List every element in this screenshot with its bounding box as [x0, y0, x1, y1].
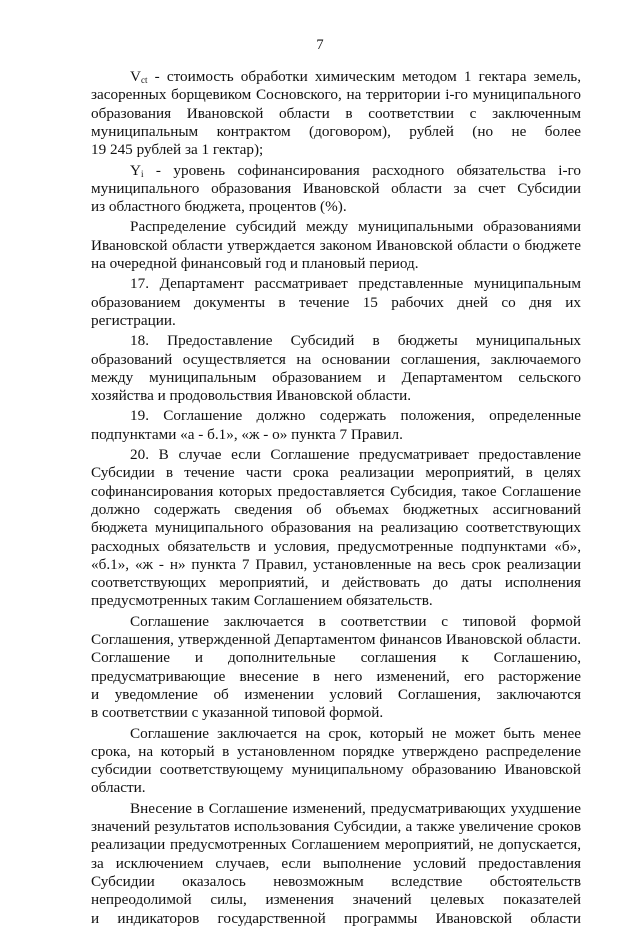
- text-line: подпунктами «а - б.1», «ж - о» пункта 7 Правил.: [91, 425, 403, 443]
- text-line: муниципальным контрактом (договором), рублей (но не более: [91, 122, 581, 140]
- text-line: 20. В случае если Соглашение предусматривает предоставление: [130, 446, 581, 463]
- line-text: V: [130, 68, 141, 85]
- text-line: на очередной финансовый год и плановый период.: [91, 255, 419, 272]
- text-line: за исключением случаев, если выполнение условий предоставления: [91, 854, 581, 872]
- text-line: области.: [91, 779, 146, 797]
- subscript: ct: [140, 75, 148, 85]
- subscript: i: [140, 168, 144, 179]
- text-line: расходных обязательств и условия, предусмотренные подпунктами «б»,: [91, 537, 581, 555]
- text-line: непреодолимой силы, изменения значений целевых показателей: [91, 891, 581, 909]
- text-line: [130, 161, 581, 181]
- text-line: Распределение субсидий между муниципальными образованиями: [130, 218, 581, 236]
- line-text: - стоимость обработки химическим методом 1 гектара земель,: [147, 68, 581, 85]
- text-line: и уведомление об изменении условий Соглашения, заключаются: [91, 685, 581, 703]
- text-line: должно содержать сведения об объемах бюджетных ассигнований: [91, 500, 581, 518]
- text-line: 18. Предоставление Субсидий в бюджеты муниципальных: [130, 332, 581, 350]
- text-line: бюджета муниципального образования на реализацию соответствующих: [91, 519, 581, 537]
- text-line: Соглашение заключается в соответствии с типовой формой: [130, 612, 581, 630]
- text-line: 19. Соглашение должно содержать положения, определенные: [130, 407, 581, 425]
- text-line: образований осуществляется на основании соглашения, заключаемого: [91, 350, 581, 368]
- text-line: и индикаторов государственной программы Ивановской области: [91, 909, 581, 927]
- page-number: 7: [316, 37, 324, 53]
- text-line: Ивановской области утверждается законом Ивановской области о бюджете: [91, 236, 581, 254]
- text-line: софинансирования которых предоставляется Субсидия, такое Соглашение: [91, 482, 581, 500]
- text-line: Соглашение заключается на срок, который не может быть менее: [130, 724, 581, 742]
- text-line: из областного бюджета, процентов (%).: [91, 198, 347, 216]
- text-line: Внесение в Соглашение изменений, предусматривающих ухудшение: [130, 799, 581, 817]
- text-line: засоренных борщевиком Сосновского, на территории i-го муниципального: [91, 86, 581, 104]
- text-line: образованием документы в течение 15 рабочих дней со дня их: [91, 293, 581, 311]
- text-line: «б.1», «ж - н» пункта 7 Правил, установленные на весь срок реализации: [91, 555, 581, 573]
- line-text: - уровень софинансирования расходного обязательства i-го: [143, 161, 581, 179]
- text-line: соответствующих мероприятий, и действовать до даты исполнения: [91, 574, 581, 592]
- text-line: 17. Департамент рассматривает представленные муниципальным: [130, 275, 581, 293]
- line-text: Y: [130, 161, 141, 179]
- text-line: образования Ивановской области в соответствии с заключенным: [91, 104, 581, 122]
- text-line: хозяйства и продовольствия Ивановской области.: [91, 387, 412, 405]
- text-line: между муниципальным образованием и Департаментом сельского: [91, 368, 581, 386]
- text-line: предусмотренных таким Соглашением обязательств.: [91, 592, 433, 610]
- text-line: срока, на который в установленном порядке утверждено распределение: [91, 742, 581, 760]
- text-line: Субсидии оказалось невозможным вследствие обстоятельств: [91, 872, 581, 890]
- text-line: Соглашения, утвержденной Департаментом финансов Ивановской области.: [91, 631, 581, 648]
- text-line: реализации предусмотренных Соглашением мероприятий, не допускается,: [91, 836, 581, 854]
- text-line: регистрации.: [91, 311, 176, 329]
- text-line: Соглашение и дополнительные соглашения к Соглашению,: [91, 649, 581, 667]
- text-line: Субсидии в течение части срока реализации мероприятий, в целях: [91, 464, 581, 482]
- text-line: субсидии соответствующему муниципальному образованию Ивановской: [91, 761, 581, 779]
- text-line: предусматривающие внесение в него изменений, его расторжение: [91, 667, 581, 685]
- text-line: 19 245 рублей за 1 гектар);: [91, 141, 264, 159]
- text-line: в соответствии с указанной типовой формой.: [91, 704, 384, 722]
- text-line: [130, 67, 581, 87]
- text-line: значений результатов использования Субсидии, а также увеличение сроков: [91, 818, 581, 835]
- text-line: муниципального образования Ивановской области за счет Субсидии: [91, 179, 581, 197]
